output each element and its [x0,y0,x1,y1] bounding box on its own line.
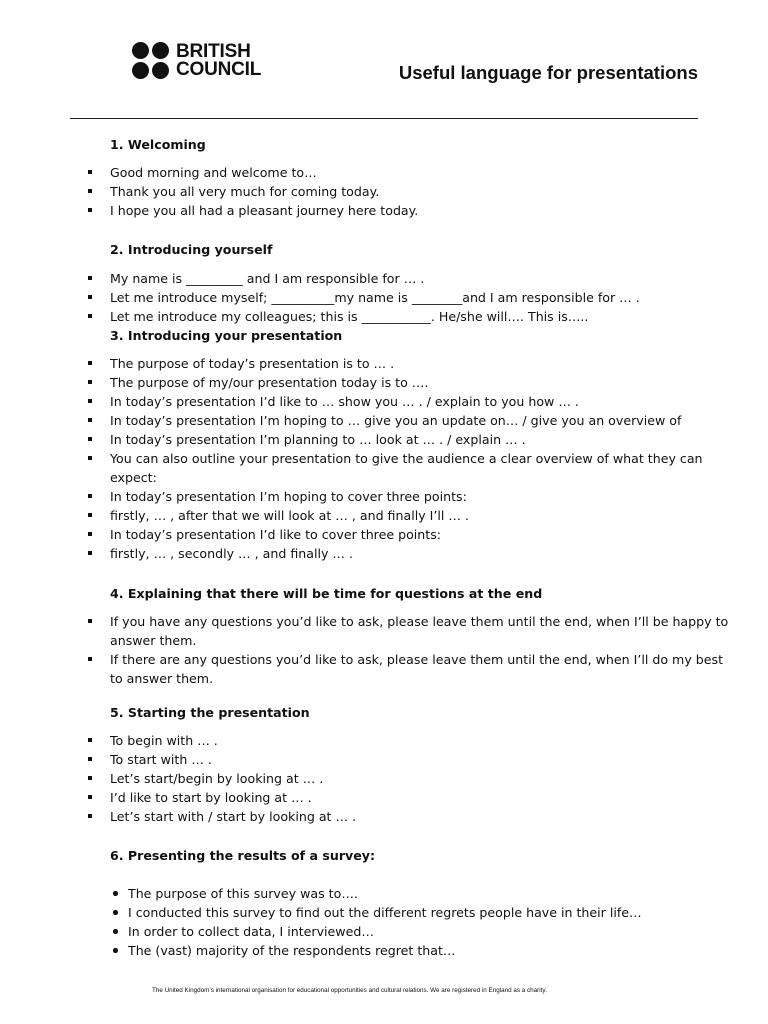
section-heading-questions: 4. Explaining that there will be time for questions at the end [110,586,543,601]
list-item: The purpose of this survey was to…. [84,884,734,903]
list-item: In today’s presentation I’m hoping to … give you an update on… / give you an overview of [84,411,734,430]
list-item: The (vast) majority of the respondents regret that… [84,941,734,960]
header-divider [70,118,698,119]
introducing-yourself-list [84,269,734,326]
list-item: To begin with … . [84,731,734,750]
welcoming-list [84,163,734,220]
section-heading-starting: 5. Starting the presentation [110,705,310,720]
list-item: I conducted this survey to find out the different regrets people have in their life… [84,903,734,922]
list-item: firstly, … , after that we will look at … , and finally I’ll … . [84,506,734,525]
section-heading-welcoming: 1. Welcoming [110,137,206,152]
list-item: If there are any questions you’d like to ask, please leave them until the end, when I’ll do my best to answer them. [84,650,734,688]
list-item: I’d like to start by looking at … . [84,788,734,807]
list-item: Let’s start/begin by looking at … . [84,769,734,788]
footer-charity-notice: The United Kingdom’s international organisation for educational opportunities and cultural relations. We are registered in England as a charity. [152,987,547,994]
list-item: Let me introduce myself; __________my name is ________and I am responsible for … . [84,288,734,307]
list-item: Let’s start with / start by looking at … . [84,807,734,826]
questions-list [84,612,734,688]
survey-list [84,884,734,960]
section-heading-introducing-presentation: 3. Introducing your presentation [110,328,343,343]
list-item: In today’s presentation I’m planning to … look at … . / explain … . [84,430,734,449]
list-item: My name is _________ and I am responsible for … . [84,269,734,288]
introducing-presentation-list [84,354,734,563]
list-item: To start with … . [84,750,734,769]
list-item: In today’s presentation I’m hoping to cover three points: [84,487,734,506]
list-item: I hope you all had a pleasant journey here today. [84,201,734,220]
list-item: Good morning and welcome to… [84,163,734,182]
british-council-logo [132,40,261,82]
list-item: In today’s presentation I’d like to cover three points: [84,525,734,544]
section-heading-introducing-yourself: 2. Introducing yourself [110,242,273,257]
list-item: The purpose of today’s presentation is to … . [84,354,734,373]
logo-line-1: BRITISH [176,41,251,62]
list-item: The purpose of my/our presentation today is to …. [84,373,734,392]
section-heading-survey: 6. Presenting the results of a survey: [110,848,376,863]
starting-list [84,731,734,826]
list-item: If you have any questions you’d like to ask, please leave them until the end, when I’ll be happy to answer them. [84,612,734,650]
logo-line-2: COUNCIL [176,59,262,80]
document-title: Useful language for presentations [398,62,698,83]
list-item: In order to collect data, I interviewed… [84,922,734,941]
list-item: Let me introduce my colleagues; this is ___________. He/she will…. This is….. [84,307,734,326]
list-item: You can also outline your presentation to give the audience a clear overview of what they can expect: [84,449,734,487]
logo-dots-icon [132,42,170,80]
list-item: In today’s presentation I’d like to … show you … . / explain to you how … . [84,392,734,411]
list-item: firstly, … , secondly … , and finally … . [84,544,734,563]
logo-wordmark [176,43,261,79]
list-item: Thank you all very much for coming today. [84,182,734,201]
